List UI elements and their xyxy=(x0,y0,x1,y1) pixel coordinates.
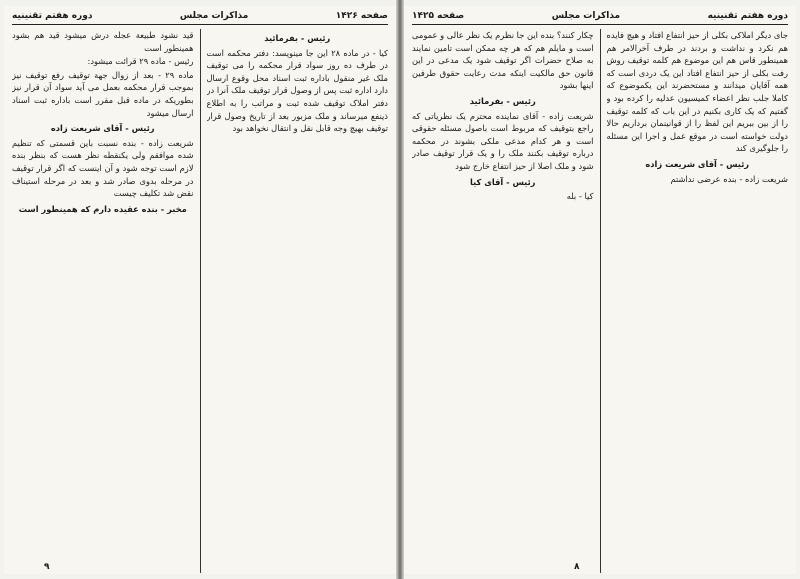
right-page xyxy=(404,6,796,574)
left-header-page-number: صفحه ۱۴۲۶ xyxy=(335,11,388,21)
left-page xyxy=(4,6,396,574)
right-page-footer-number: ۸ xyxy=(574,562,580,572)
right-page-columns xyxy=(412,29,788,573)
right-page-column-right xyxy=(607,29,789,573)
paragraph: کیا - بله xyxy=(566,191,594,202)
left-header-volume: دوره هفتم تقنینیه xyxy=(12,11,93,21)
left-page-column-left xyxy=(12,29,194,573)
left-page-columns xyxy=(12,29,388,573)
speaker-heading: رئیس - بفرمائید xyxy=(469,95,536,106)
speaker-heading: رئیس - آقای شریعت زاده xyxy=(645,158,750,169)
left-page-footer-number: ۹ xyxy=(44,562,50,572)
paragraph: شریعت زاده - آقای نماینده محترم یک نظریاتی که راجع بتوقیف که مربوط است باصول مسئله حقوقی است و هر کدام مدعی ملکی بشوند در محکمه درباره توقیف بکنند ملک را و یک قرار توقیف صادر شود و ملک اصلا از حیز انتفاع خارج شود xyxy=(412,110,594,171)
column-divider xyxy=(200,29,201,573)
right-page-column-left xyxy=(412,29,594,573)
right-header-volume: دوره هفتم تقنینیه xyxy=(707,11,788,21)
paragraph: شریعت زاده - بنده نسبت باین قسمتی که تنظیم شده موافقم ولی یکنقطه نظر هست که بنظر بنده لازم است توجه شود و آن اینست که اگر قرار توقیف در مرحله بدوی صادر شد و بعد در مرحله استیناف نقض شد تکلیف چیست xyxy=(12,137,194,199)
speaker-heading: مخبر - بنده عقیده دارم که همینطور است xyxy=(18,203,187,214)
left-page-column-right xyxy=(207,29,389,573)
right-header-page-number: صفحه ۱۴۲۵ xyxy=(412,11,465,21)
paragraph: شریعت زاده - بنده عرضی نداشتم xyxy=(670,173,788,184)
paragraph: چکار کنند؟ بنده این جا نظرم یک نظر عالی و عمومی است و مایلم هم که هر چه ممکن است تامین نمایند به صلاح حضرات اگر توقیف شود یک مدعی در این قانون حق مالکیت اینکه مدت رعایت حقوق طرفین اینها بشود xyxy=(412,30,594,91)
speaker-heading: رئیس - بفرمائید xyxy=(264,33,331,43)
right-page-header xyxy=(412,10,788,25)
book-gutter xyxy=(396,0,404,579)
paragraph: رئیس - ماده ۲۹ قرائت میشود: xyxy=(87,56,194,67)
paragraph: جای دیگر املاکی بکلی از حیز انتفاع افتاد و هیچ فایده هم نکرد و نداشت و بردند در طرف آخرالامر هم همینطور قاس هم این موضوع هم کلمه توقیف روش رفت بکلی از حیز انتفاع افتاد این یک دردی است که همه آقایان میدانند و مستحضرند این یکموضوع که کاملا جلب نظر اعضاء کمیسیون عدلیه را کرده بود و گفتیم که یک کاری بکنیم در این باب که کلمه توقیف را از بین ببریم این لفظ را از قوانینمان برداریم حالا دولت خواسته است در موقع عمل و اجرا این مسئله را جلوگیری کند xyxy=(606,30,788,154)
column-divider xyxy=(600,29,601,573)
paragraph: قید نشود طبیعة عجله درش میشود قید هم بشود همینطور است xyxy=(12,30,194,53)
speaker-heading: رئیس - آقای شریعت زاده xyxy=(50,123,155,134)
paragraph: ماده ۲۹ - بعد از زوال جهة توقیف رفع توقیف نیز بموجب قرار محکمه بعمل می آید سواد آن قرار نیز بطوریکه در ماده قبل مقرر است باداره ثبت اسناد ارسال میشود xyxy=(12,69,194,118)
left-page-header xyxy=(12,10,388,25)
speaker-heading: رئیس - آقای کیا xyxy=(470,176,536,187)
left-header-title: مذاکرات مجلس xyxy=(179,11,249,21)
paragraph: کیا - در ماده ۲۸ این جا مینویسد: دفتر محکمه است در طرف ده روز سواد قرار محکمه را می توقیف ملک غیر منقول باداره ثبت اسناد محل وقوع ارسال دارد اداره ثبت پس از وصول قرار توقیف ملک آنرا در دفتر املاک توقیف شده ثبت و مراتب را به اطلاع ذینفع میرساند و ملک مزبور بعد از تاریخ وصول قرار توقیف بهیچ وجه قابل نقل و انتقال نخواهد بود xyxy=(206,47,388,134)
right-header-title: مذاکرات مجلس xyxy=(551,11,621,21)
